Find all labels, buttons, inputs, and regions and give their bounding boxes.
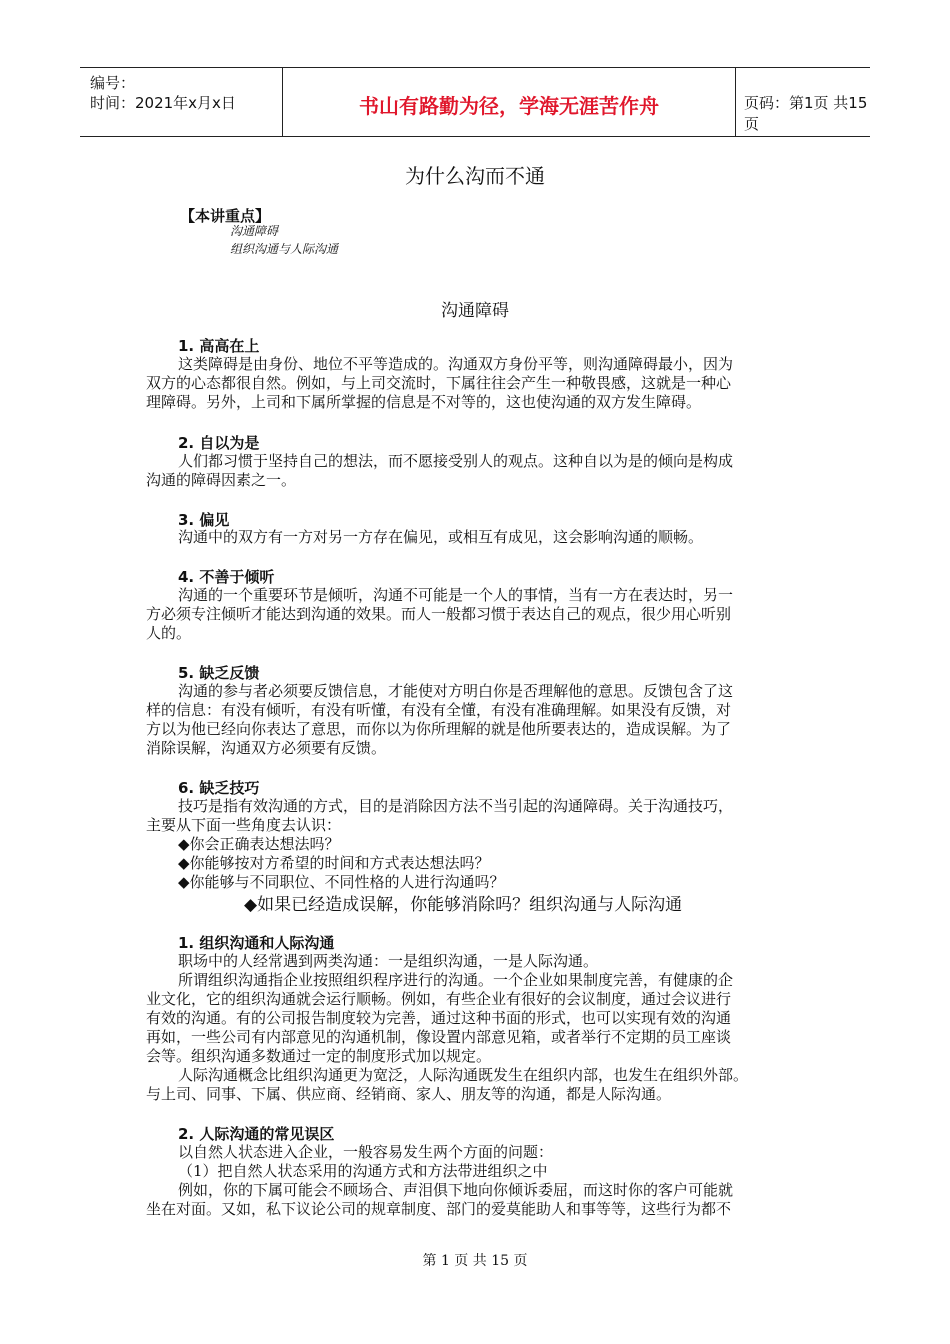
- paragraph-line: 沟通中的双方有一方对另一方存在偏见，或相互有成见，这会影响沟通的顺畅。: [178, 528, 704, 546]
- paragraph-line: 沟通的一个重要环节是倾听，沟通不可能是一个人的事情，当有一方在表达时，另一: [178, 586, 734, 604]
- paragraph-line: 沟通的参与者必须要反馈信息，才能使对方明白你是否理解他的意思。反馈包含了这: [178, 682, 734, 700]
- time-label: 时间：2021年x月x日: [90, 94, 236, 112]
- bullet-line: ◆你能够与不同职位、不同性格的人进行沟通吗？: [178, 873, 505, 891]
- item-heading: 3. 偏见: [178, 511, 230, 529]
- header-table: [80, 67, 870, 137]
- paragraph-line: 方必须专注倾听才能达到沟通的效果。而人一般都习惯于表达自己的观点，很少用心听别: [146, 605, 732, 623]
- paragraph-line: 以自然人状态进入企业，一般容易发生两个方面的问题：: [178, 1143, 554, 1161]
- paragraph-line: 职场中的人经常遇到两类沟通：一是组织沟通，一是人际沟通。: [178, 952, 599, 970]
- section-title: 沟通障碍: [441, 301, 509, 321]
- key-points-label: 【本讲重点】: [180, 207, 271, 225]
- paragraph-line: 这类障碍是由身份、地位不平等造成的。沟通双方身份平等，则沟通障碍最小，因为: [178, 355, 734, 373]
- item-heading: 2. 人际沟通的常见误区: [178, 1125, 335, 1143]
- paragraph-line: 理障碍。另外，上司和下属所掌握的信息是不对等的，这也使沟通的双方发生障碍。: [146, 393, 702, 411]
- key-point-item: 组织沟通与人际沟通: [230, 242, 339, 256]
- header-motto-cell: [282, 68, 736, 136]
- paragraph-line: 主要从下面一些角度去认识：: [146, 816, 342, 834]
- paragraph-line: 人际沟通概念比组织沟通更为宽泛，人际沟通既发生在组织内部，也发生在组织外部。: [178, 1066, 749, 1084]
- bullet-line: ◆你会正确表达想法吗？: [178, 835, 340, 853]
- item-heading: 5. 缺乏反馈: [178, 664, 260, 682]
- paragraph-line: 样的信息：有没有倾听，有没有听懂，有没有全懂，有没有准确理解。如果没有反馈，对: [146, 701, 732, 719]
- bullet-line: ◆你能够按对方希望的时间和方式表达想法吗？: [178, 854, 490, 872]
- page-footer: 第 1 页 共 15 页: [422, 1253, 528, 1269]
- paragraph-line: 例如，你的下属可能会不顾场合、声泪俱下地向你倾诉委屈，而这时你的客户可能就: [178, 1181, 734, 1199]
- motto: 书山有路勤为径，学海无涯苦作舟: [359, 94, 659, 118]
- number-label: 编号：: [90, 74, 136, 92]
- item-heading: 1. 高高在上: [178, 337, 260, 355]
- header-meta: [80, 68, 282, 136]
- paragraph-line: 有效的沟通。有的公司报告制度较为完善，通过这种书面的形式，也可以实现有效的沟通: [146, 1009, 732, 1027]
- paragraph-line: 所谓组织沟通指企业按照组织程序进行的沟通。一个企业如果制度完善，有健康的企: [178, 971, 734, 989]
- paragraph-line: 业文化，它的组织沟通就会运行顺畅。例如，有些企业有很好的会议制度，通过会议进行: [146, 990, 732, 1008]
- paragraph-line: 人的。: [146, 624, 192, 642]
- key-point-item: 沟通障碍: [230, 224, 279, 238]
- item-heading: 6. 缺乏技巧: [178, 779, 260, 797]
- paragraph-line: 双方的心态都很自然。例如，与上司交流时，下属往往会产生一种敬畏感，这就是一种心: [146, 374, 732, 392]
- paragraph-line: 坐在对面。又如，私下议论公司的规章制度、部门的爱莫能助人和事等等，这些行为都不: [146, 1200, 732, 1218]
- paragraph-line: 与上司、同事、下属、供应商、经销商、家人、朋友等的沟通，都是人际沟通。: [146, 1085, 672, 1103]
- paragraph-line: 消除误解，沟通双方必须要有反馈。: [146, 739, 387, 757]
- paragraph-line: 会等。组织沟通多数通过一定的制度形式加以规定。: [146, 1047, 492, 1065]
- page-info: 页码：第1页 共15页: [744, 94, 868, 133]
- document-title: 为什么沟而不通: [405, 164, 545, 188]
- paragraph-line: 沟通的障碍因素之一。: [146, 471, 297, 489]
- section-title: ◆如果已经造成误解，你能够消除吗？组织沟通与人际沟通: [244, 895, 683, 915]
- item-heading: 2. 自以为是: [178, 434, 260, 452]
- paragraph-line: 技巧是指有效沟通的方式，目的是消除因方法不当引起的沟通障碍。关于沟通技巧，: [178, 797, 734, 815]
- paragraph-line: 再如，一些公司有内部意见的沟通机制，像设置内部意见箱，或者举行不定期的员工座谈: [146, 1028, 732, 1046]
- item-heading: 4. 不善于倾听: [178, 568, 275, 586]
- paragraph-line: 方以为他已经向你表达了意思，而你以为你所理解的就是他所要表达的，造成误解。为了: [146, 720, 732, 738]
- item-heading: 1. 组织沟通和人际沟通: [178, 934, 335, 952]
- paragraph-line: （1）把自然人状态采用的沟通方式和方法带进组织之中: [178, 1162, 548, 1180]
- paragraph-line: 人们都习惯于坚持自己的想法，而不愿接受别人的观点。这种自以为是的倾向是构成: [178, 452, 734, 470]
